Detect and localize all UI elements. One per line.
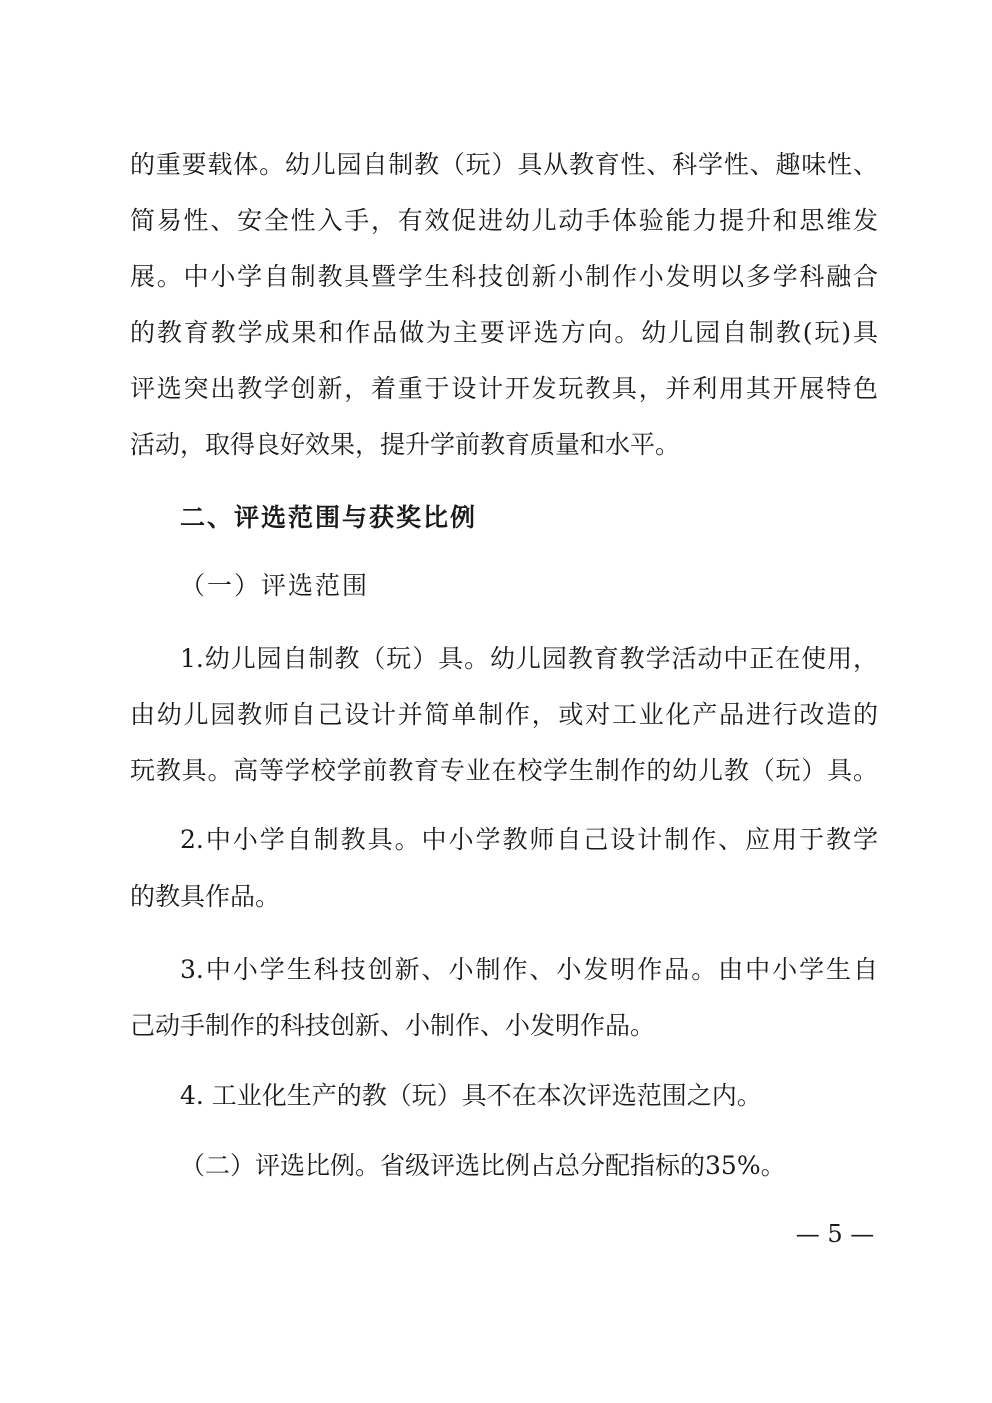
list-item-line: 的教具作品。 (130, 882, 281, 911)
page-number: — 5 — (795, 1220, 875, 1248)
paragraph-line: 的重要载体。幼儿园自制教（玩）具从教育性、科学性、趣味性、 (130, 150, 878, 179)
list-item-line: 由幼儿园教师自己设计并简单制作，或对工业化产品进行改造的 (130, 700, 878, 729)
subsection-paragraph: （二）评选比例。省级评选比例占总分配指标的35%。 (180, 1151, 786, 1180)
list-item-line: 己动手制作的科技创新、小制作、小发明作品。 (130, 1011, 656, 1040)
list-item-line: 3.中小学生科技创新、小制作、小发明作品。由中小学生自 (180, 955, 878, 984)
section-heading: 二、评选范围与获奖比例 (180, 503, 478, 532)
list-item-line: 1.幼儿园自制教（玩）具。幼儿园教育教学活动中正在使用， (180, 644, 878, 673)
paragraph-line: 的教育教学成果和作品做为主要评选方向。幼儿园自制教(玩)具 (130, 318, 878, 347)
list-item-line: 4. 工业化生产的教（玩）具不在本次评选范围之内。 (180, 1081, 762, 1110)
paragraph-line: 评选突出教学创新，着重于设计开发玩教具，并利用其开展特色 (130, 374, 878, 403)
list-item-line: 玩教具。高等学校学前教育专业在校学生制作的幼儿教（玩）具。 (130, 756, 878, 785)
list-item-line: 2.中小学自制教具。中小学教师自己设计制作、应用于教学 (180, 825, 878, 854)
paragraph-line: 活动，取得良好效果，提升学前教育质量和水平。 (130, 430, 681, 459)
paragraph-line: 展。中小学自制教具暨学生科技创新小制作小发明以多学科融合 (130, 262, 878, 291)
paragraph-line: 简易性、安全性入手，有效促进幼儿动手体验能力提升和思维发 (130, 206, 878, 235)
subsection-heading: （一）评选范围 (180, 571, 370, 600)
